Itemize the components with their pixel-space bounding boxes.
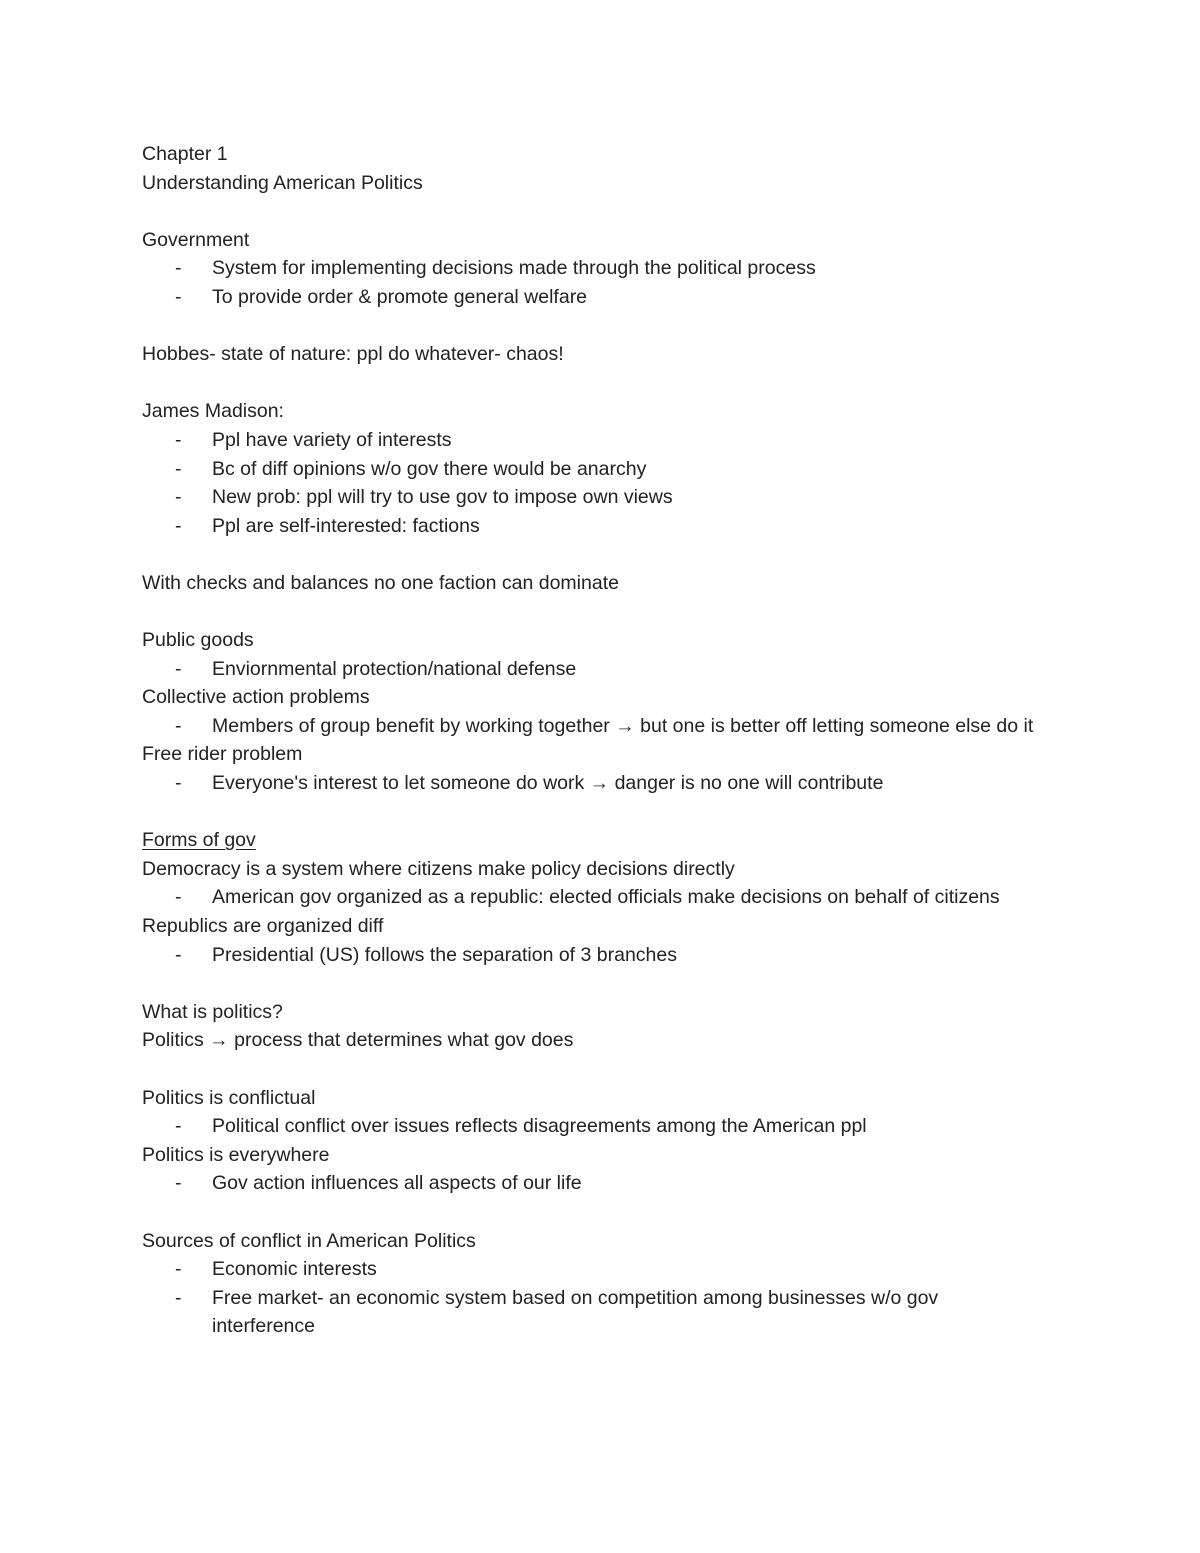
list-item [142, 455, 1042, 484]
bullet-dash: - [175, 428, 182, 451]
bullet-dash: - [175, 657, 182, 680]
republics-line: Republics are organized diff [142, 915, 384, 938]
checks-line: With checks and balances no one faction can dominate [142, 571, 619, 594]
list-item [142, 883, 1042, 912]
bullet-text: Members of group benefit by working together → but one is better off letting someone else do it [212, 714, 1034, 737]
list-item [142, 941, 1042, 970]
madison-heading: James Madison: [142, 400, 284, 423]
sources-heading: Sources of conflict in American Politics [142, 1229, 476, 1252]
chapter-label: Chapter 1 [142, 143, 228, 165]
spacer [142, 1055, 1042, 1084]
list-item [142, 512, 1042, 541]
spacer [142, 369, 1042, 398]
bullet-text: Political conflict over issues reflects disagreements among the American ppl [212, 1115, 867, 1138]
bullet-text: Presidential (US) follows the separation of 3 branches [212, 943, 677, 966]
spacer [142, 798, 1042, 827]
spacer [142, 598, 1042, 627]
list-item [142, 1255, 1042, 1284]
spacer [142, 1198, 1042, 1227]
conflictual-heading: Politics is conflictual [142, 1086, 316, 1109]
what-is-politics-question: What is politics? [142, 1000, 283, 1023]
spacer [142, 969, 1042, 998]
bullet-text: Everyone's interest to let someone do work → danger is no one will contribute [212, 772, 884, 795]
hobbes-line: Hobbes- state of nature: ppl do whatever- chaos! [142, 343, 564, 366]
spacer [142, 197, 1042, 226]
bullet-dash: - [175, 1286, 182, 1309]
spacer [142, 312, 1042, 341]
document-title: Understanding American Politics [142, 171, 423, 194]
bullet-dash: - [175, 486, 182, 509]
bullet-dash: - [175, 943, 182, 966]
list-item [142, 1169, 1042, 1198]
bullet-text: Free market- an economic system based on competition among businesses w/o gov interference [212, 1286, 939, 1338]
list-item [142, 655, 1042, 684]
bullet-text: To provide order & promote general welfare [212, 285, 588, 308]
bullet-text: Enviornmental protection/national defense [212, 657, 577, 680]
bullet-text: Ppl are self-interested: factions [212, 514, 480, 537]
free-rider-heading: Free rider problem [142, 743, 303, 766]
list-item [142, 483, 1042, 512]
bullet-dash: - [175, 285, 182, 308]
bullet-dash: - [175, 1115, 182, 1138]
bullet-text: Economic interests [212, 1258, 377, 1281]
bullet-text: Gov action influences all aspects of our life [212, 1172, 582, 1195]
bullet-dash: - [175, 714, 182, 737]
bullet-text: Ppl have variety of interests [212, 428, 452, 451]
government-heading: Government [142, 228, 250, 251]
bullet-text: New prob: ppl will try to use gov to impose own views [212, 486, 673, 509]
bullet-dash: - [175, 886, 182, 909]
document-page [142, 140, 1042, 1341]
list-item [142, 283, 1042, 312]
bullet-dash: - [175, 1172, 182, 1195]
bullet-dash: - [175, 514, 182, 537]
bullet-dash: - [175, 772, 182, 795]
list-item [142, 1284, 1042, 1341]
bullet-dash: - [175, 257, 182, 280]
public-goods-heading: Public goods [142, 629, 254, 652]
what-is-politics-answer: Politics → process that determines what gov does [142, 1029, 574, 1052]
bullet-dash: - [175, 1258, 182, 1281]
bullet-dash: - [175, 457, 182, 480]
bullet-text: Bc of diff opinions w/o gov there would be anarchy [212, 457, 647, 480]
spacer [142, 540, 1042, 569]
bullet-text: System for implementing decisions made through the political process [212, 257, 816, 280]
list-item [142, 254, 1042, 283]
forms-heading: Forms of gov [142, 829, 256, 852]
list-item [142, 1112, 1042, 1141]
list-item [142, 712, 1042, 741]
collective-action-heading: Collective action problems [142, 686, 370, 709]
democracy-line: Democracy is a system where citizens make policy decisions directly [142, 857, 735, 880]
list-item [142, 769, 1042, 798]
everywhere-heading: Politics is everywhere [142, 1143, 330, 1166]
bullet-text: American gov organized as a republic: elected officials make decisions on behalf of citizens [212, 886, 1000, 909]
list-item [142, 426, 1042, 455]
